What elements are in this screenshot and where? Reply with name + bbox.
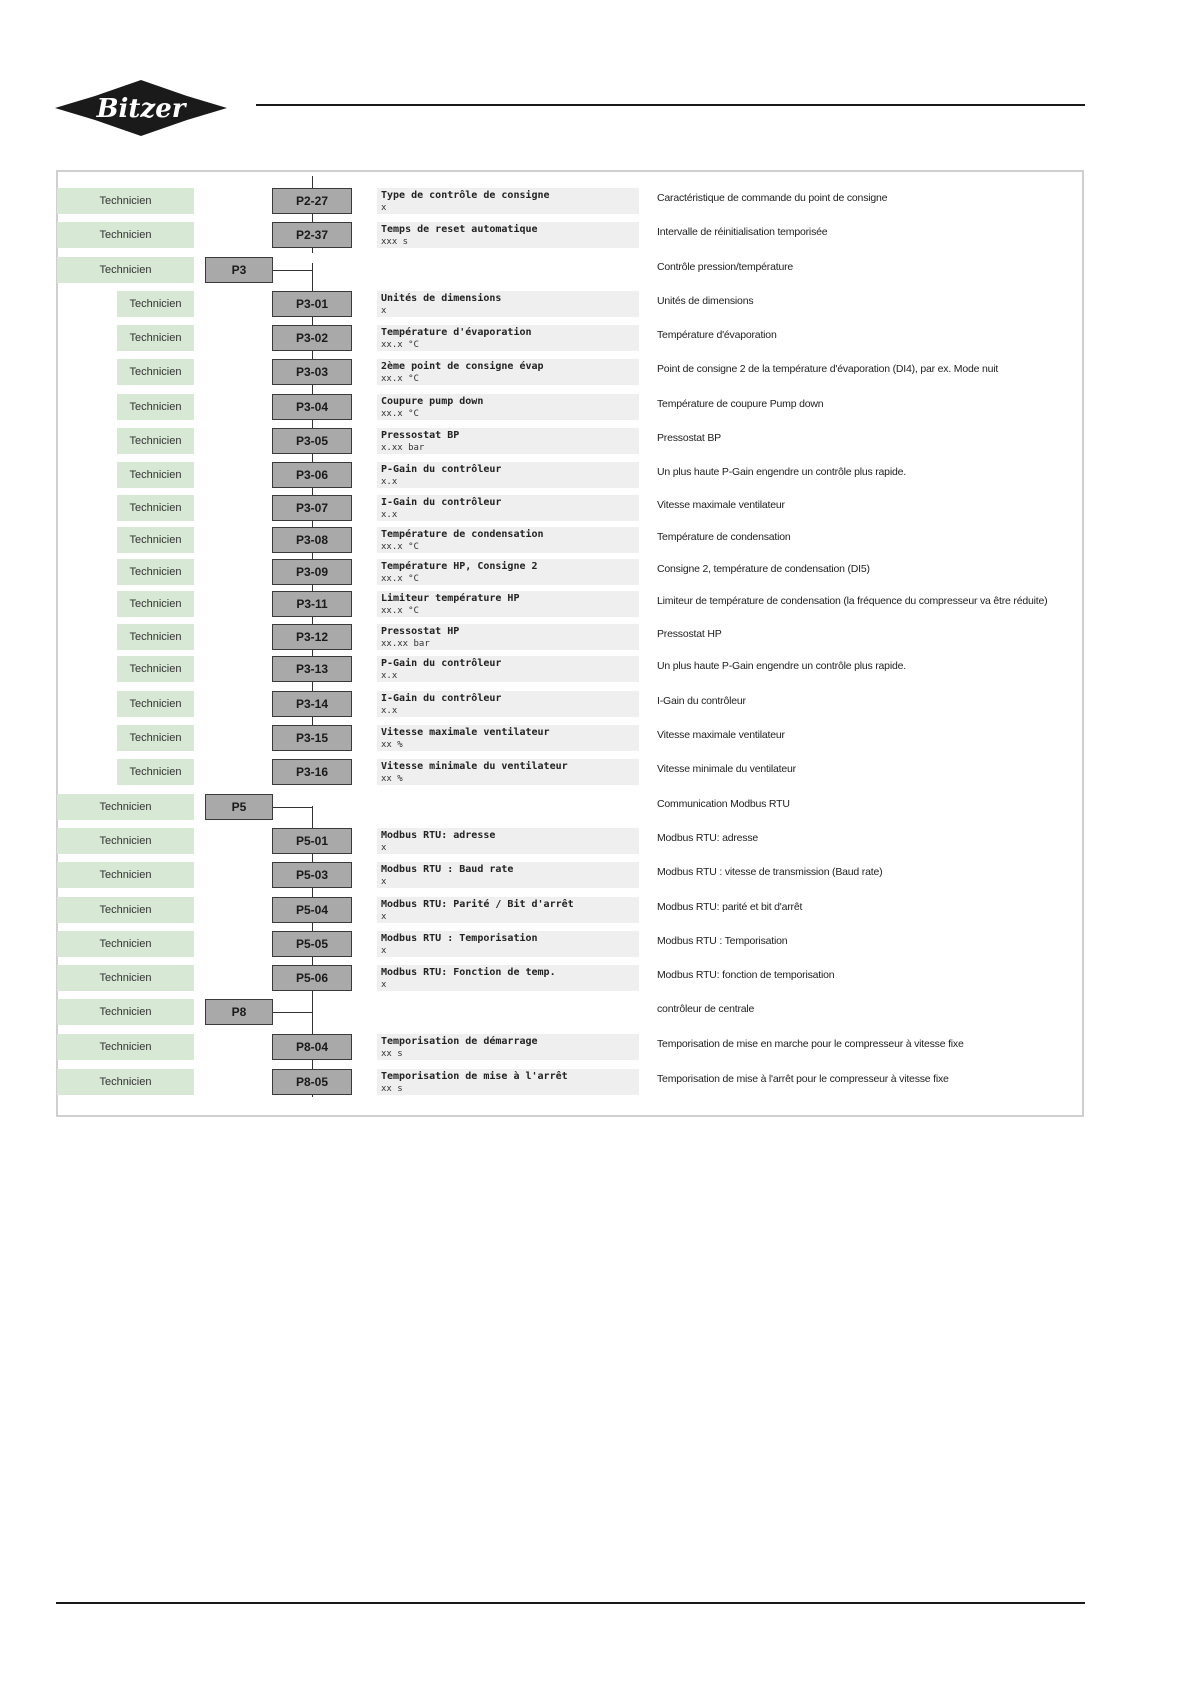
access-level-cell: Technicien xyxy=(57,1069,194,1095)
param-value-format: xx.xx bar xyxy=(381,639,430,649)
param-code-box[interactable]: P5-03 xyxy=(272,862,352,888)
param-value-format: xx s xyxy=(381,1049,403,1059)
param-display xyxy=(377,428,639,454)
param-code-box[interactable]: P8-04 xyxy=(272,1034,352,1060)
param-code-box[interactable]: P3-06 xyxy=(272,462,352,488)
param-code-box[interactable]: P3-01 xyxy=(272,291,352,317)
param-value-format: xx % xyxy=(381,740,403,750)
param-description: Vitesse minimale du ventilateur xyxy=(657,763,796,775)
param-description: Pressostat BP xyxy=(657,432,721,444)
access-level-cell: Technicien xyxy=(57,828,194,854)
param-name: Température d'évaporation xyxy=(381,327,532,338)
access-level-cell: Technicien xyxy=(117,591,194,617)
access-level-cell: Technicien xyxy=(117,359,194,385)
group-code-box[interactable]: P3 xyxy=(205,257,273,283)
group-code-box[interactable]: P5 xyxy=(205,794,273,820)
param-display xyxy=(377,527,639,553)
param-description: Communication Modbus RTU xyxy=(657,798,790,810)
param-value-format: xx.x °C xyxy=(381,409,419,419)
param-description: Consigne 2, température de condensation (DI5) xyxy=(657,563,870,575)
access-level-cell: Technicien xyxy=(117,394,194,420)
param-code-box[interactable]: P2-27 xyxy=(272,188,352,214)
param-name: Modbus RTU: Fonction de temp. xyxy=(381,967,556,978)
param-display xyxy=(377,759,639,785)
param-description: Temporisation de mise en marche pour le compresseur à vitesse fixe xyxy=(657,1038,964,1050)
access-level-cell: Technicien xyxy=(117,527,194,553)
access-level-cell: Technicien xyxy=(57,1034,194,1060)
access-level-cell: Technicien xyxy=(117,495,194,521)
param-description: Un plus haute P-Gain engendre un contrôle plus rapide. xyxy=(657,660,906,672)
access-level-cell: Technicien xyxy=(117,559,194,585)
param-name: Température de condensation xyxy=(381,529,544,540)
group-connector-line xyxy=(312,270,313,292)
access-level-cell: Technicien xyxy=(117,428,194,454)
param-code-box[interactable]: P5-05 xyxy=(272,931,352,957)
param-name: Température HP, Consigne 2 xyxy=(381,561,538,572)
param-code-box[interactable]: P5-06 xyxy=(272,965,352,991)
param-display xyxy=(377,656,639,682)
param-display xyxy=(377,325,639,351)
param-name: P-Gain du contrôleur xyxy=(381,464,502,475)
param-code-box[interactable]: P3-08 xyxy=(272,527,352,553)
access-level-cell: Technicien xyxy=(57,222,194,248)
param-description: Unités de dimensions xyxy=(657,295,754,307)
param-description: Vitesse maximale ventilateur xyxy=(657,729,785,741)
param-value-format: x xyxy=(381,877,387,887)
param-value-format: xx.x °C xyxy=(381,542,419,552)
param-name: Pressostat HP xyxy=(381,626,460,637)
param-name: 2ème point de consigne évap xyxy=(381,361,544,372)
access-level-cell: Technicien xyxy=(57,862,194,888)
param-code-box[interactable]: P3-13 xyxy=(272,656,352,682)
param-name: Modbus RTU: adresse xyxy=(381,830,496,841)
access-level-cell: Technicien xyxy=(117,462,194,488)
access-level-cell: Technicien xyxy=(57,965,194,991)
param-description: Modbus RTU: parité et bit d'arrêt xyxy=(657,901,803,913)
footer-rule xyxy=(56,1602,1085,1604)
access-level-cell: Technicien xyxy=(57,897,194,923)
param-display xyxy=(377,1069,639,1095)
param-display xyxy=(377,931,639,957)
param-name: Unités de dimensions xyxy=(381,293,502,304)
param-value-format: x.x xyxy=(381,477,398,487)
access-level-cell: Technicien xyxy=(57,931,194,957)
param-name: I-Gain du contrôleur xyxy=(381,497,502,508)
param-description: Temporisation de mise à l'arrêt pour le compresseur à vitesse fixe xyxy=(657,1073,949,1085)
param-value-format: x xyxy=(381,912,387,922)
access-level-cell: Technicien xyxy=(117,759,194,785)
group-code-box[interactable]: P8 xyxy=(205,999,273,1025)
param-code-box[interactable]: P3-15 xyxy=(272,725,352,751)
param-value-format: xx.x °C xyxy=(381,574,419,584)
param-code-box[interactable]: P3-12 xyxy=(272,624,352,650)
param-display xyxy=(377,495,639,521)
param-description: Vitesse maximale ventilateur xyxy=(657,499,785,511)
param-description: contrôleur de centrale xyxy=(657,1003,755,1015)
param-description: Température de coupure Pump down xyxy=(657,398,824,410)
param-name: Limiteur température HP xyxy=(381,593,520,604)
param-code-box[interactable]: P5-04 xyxy=(272,897,352,923)
logo-text: Bitzer xyxy=(96,94,186,124)
param-description: Modbus RTU: fonction de temporisation xyxy=(657,969,835,981)
param-name: P-Gain du contrôleur xyxy=(381,658,502,669)
param-display xyxy=(377,965,639,991)
param-value-format: xx.x °C xyxy=(381,340,419,350)
param-value-format: xx.x °C xyxy=(381,606,419,616)
param-name: Modbus RTU: Parité / Bit d'arrêt xyxy=(381,899,574,910)
access-level-cell: Technicien xyxy=(57,257,194,283)
param-description: I-Gain du contrôleur xyxy=(657,695,746,707)
param-display xyxy=(377,828,639,854)
param-display xyxy=(377,559,639,585)
param-name: Temporisation de démarrage xyxy=(381,1036,538,1047)
param-name: I-Gain du contrôleur xyxy=(381,693,502,704)
param-description: Température de condensation xyxy=(657,531,791,543)
access-level-cell: Technicien xyxy=(57,794,194,820)
access-level-cell: Technicien xyxy=(117,656,194,682)
param-name: Pressostat BP xyxy=(381,430,460,441)
param-value-format: x.x xyxy=(381,706,398,716)
group-connector-line xyxy=(273,1012,313,1013)
param-code-box[interactable]: P3-04 xyxy=(272,394,352,420)
param-value-format: xx % xyxy=(381,774,403,784)
param-description: Modbus RTU: adresse xyxy=(657,832,759,844)
param-value-format: xx s xyxy=(381,1084,403,1094)
param-description: Modbus RTU : Temporisation xyxy=(657,935,788,947)
group-connector-line xyxy=(312,1012,313,1034)
param-display xyxy=(377,1034,639,1060)
param-display xyxy=(377,188,639,214)
param-name: Modbus RTU : Temporisation xyxy=(381,933,538,944)
param-value-format: x xyxy=(381,843,387,853)
param-display xyxy=(377,897,639,923)
group-connector-line xyxy=(273,270,313,271)
param-value-format: xx.x °C xyxy=(381,374,419,384)
param-description: Intervalle de réinitialisation temporisée xyxy=(657,226,828,238)
group-connector-line xyxy=(273,807,313,808)
param-name: Temporisation de mise à l'arrêt xyxy=(381,1071,568,1082)
param-code-box[interactable]: P2-37 xyxy=(272,222,352,248)
param-display xyxy=(377,862,639,888)
param-name: Vitesse minimale du ventilateur xyxy=(381,761,568,772)
param-display xyxy=(377,291,639,317)
access-level-cell: Technicien xyxy=(117,725,194,751)
access-level-cell: Technicien xyxy=(57,188,194,214)
param-name: Modbus RTU : Baud rate xyxy=(381,864,514,875)
param-display xyxy=(377,725,639,751)
param-value-format: x xyxy=(381,306,387,316)
param-value-format: x xyxy=(381,980,387,990)
param-code-box[interactable]: P3-03 xyxy=(272,359,352,385)
param-code-box[interactable]: P3-16 xyxy=(272,759,352,785)
param-code-box[interactable]: P3-14 xyxy=(272,691,352,717)
param-description: Modbus RTU : vitesse de transmission (Baud rate) xyxy=(657,866,883,878)
param-code-box[interactable]: P3-02 xyxy=(272,325,352,351)
access-level-cell: Technicien xyxy=(117,325,194,351)
param-description: Contrôle pression/température xyxy=(657,261,794,273)
param-display xyxy=(377,222,639,248)
param-description: Point de consigne 2 de la température d'évaporation (DI4), par ex. Mode nuit xyxy=(657,363,999,375)
access-level-cell: Technicien xyxy=(117,291,194,317)
param-display xyxy=(377,691,639,717)
param-display xyxy=(377,462,639,488)
param-code-box[interactable]: P5-01 xyxy=(272,828,352,854)
param-value-format: x.x xyxy=(381,671,398,681)
param-code-box[interactable]: P3-07 xyxy=(272,495,352,521)
param-display xyxy=(377,624,639,650)
param-code-box[interactable]: P3-05 xyxy=(272,428,352,454)
param-description: Caractéristique de commande du point de consigne xyxy=(657,192,888,204)
param-display xyxy=(377,591,639,617)
param-description: Température d'évaporation xyxy=(657,329,777,341)
access-level-cell: Technicien xyxy=(117,624,194,650)
param-display xyxy=(377,359,639,385)
param-name: Coupure pump down xyxy=(381,396,484,407)
param-code-box[interactable]: P3-11 xyxy=(272,591,352,617)
param-name: Vitesse maximale ventilateur xyxy=(381,727,550,738)
access-level-cell: Technicien xyxy=(117,691,194,717)
param-description: Pressostat HP xyxy=(657,628,722,640)
param-description: Limiteur de température de condensation (la fréquence du compresseur va être réduite) xyxy=(657,595,1048,607)
param-code-box[interactable]: P8-05 xyxy=(272,1069,352,1095)
param-code-box[interactable]: P3-09 xyxy=(272,559,352,585)
param-name: Type de contrôle de consigne xyxy=(381,190,550,201)
param-value-format: x xyxy=(381,203,387,213)
param-name: Temps de reset automatique xyxy=(381,224,538,235)
group-connector-line xyxy=(312,807,313,829)
param-display xyxy=(377,394,639,420)
param-description: Un plus haute P-Gain engendre un contrôle plus rapide. xyxy=(657,466,906,478)
param-value-format: x xyxy=(381,946,387,956)
access-level-cell: Technicien xyxy=(57,999,194,1025)
param-value-format: x.xx bar xyxy=(381,443,425,453)
param-value-format: x.x xyxy=(381,510,398,520)
param-value-format: xxx s xyxy=(381,237,409,247)
